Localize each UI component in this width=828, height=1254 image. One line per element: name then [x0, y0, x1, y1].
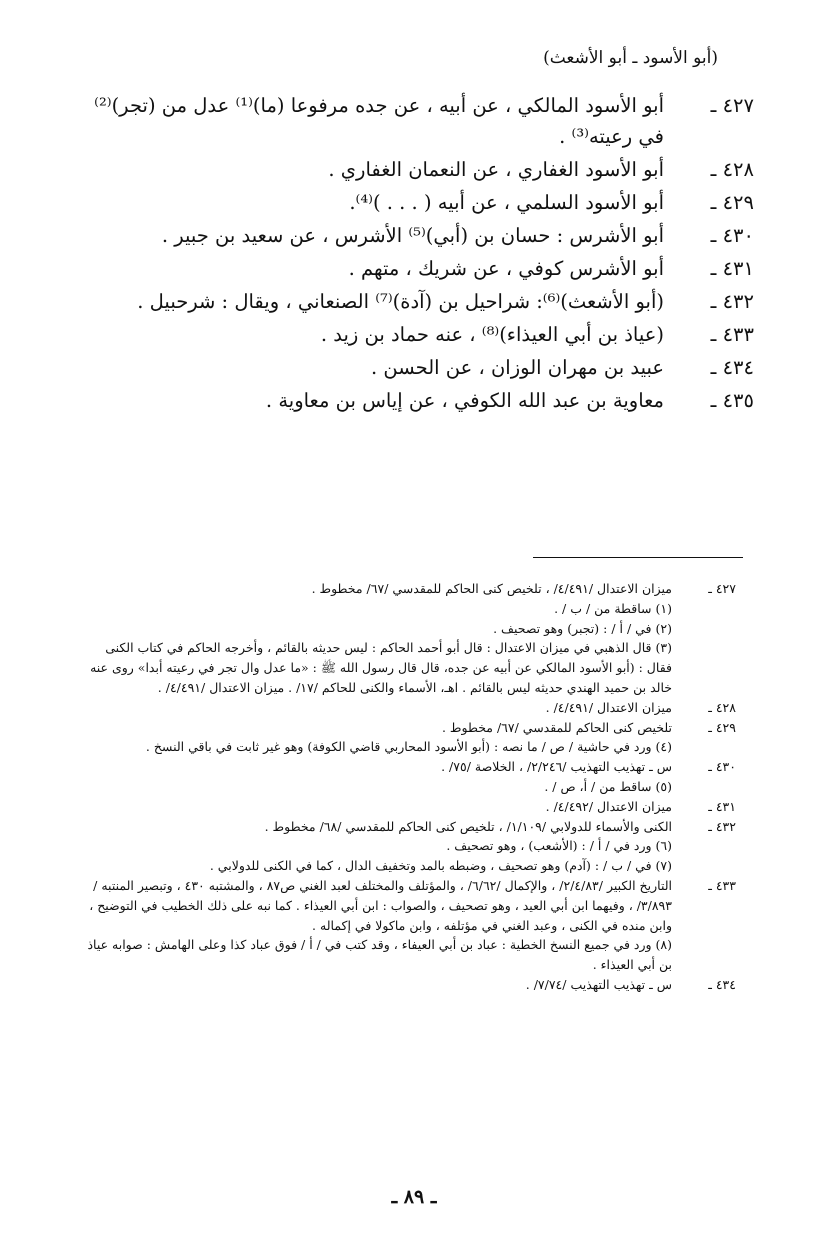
footnote-text: ميزان الاعتدال /٤/٤٩٢/ . [545, 798, 672, 814]
footnote [86, 757, 736, 777]
footnote-number [672, 856, 736, 876]
footnote [86, 737, 736, 757]
footnote-number [672, 777, 736, 797]
footnote-number: ٤٢٧ ـ [708, 581, 736, 596]
entry-number: ٤٣٠ ـ [710, 224, 754, 247]
footnote-number: ٤٣٣ ـ [708, 877, 736, 893]
footnote-text: (٣) قال الذهبي في ميزان الاعتدال : قال أبو أحمد الحاكم : ليس حديثه بالقائم ، وأخرجه الحاكم في كتاب الكنى فقال : (أبو الأسود المالكي عن أبيه عن جده، قال قال رسول الله ﷺ : «ما عدل وال تجر في رعيته أبدا» روى عنه خالد بن حميد الهندي حديثه ليس بالقائم . اهـ، الأسماء والكنى للحاكم /١٧/ . ميزان الاعتدال /٤/٤٩١/ . [90, 640, 672, 695]
footnote [86, 619, 736, 639]
footnote [86, 599, 736, 619]
footnote [86, 698, 736, 718]
entries-list [94, 90, 754, 418]
footnote [86, 836, 736, 856]
footnote-number: ٤٣٢ ـ [708, 818, 736, 834]
entry-number: ٤٣٥ ـ [710, 389, 754, 412]
entry-number: ٤٢٧ ـ [710, 94, 754, 117]
footnote-text: (٤) ورد في حاشية / ص / ما نصه : (أبو الأسود المحاربي قاضي الكوفة) وهو غير ثابت في باقي النسخ . [145, 739, 672, 755]
footnote [86, 876, 736, 935]
footnote [86, 718, 736, 738]
footnote-text: ميزان الاعتدال /٤/٤٩١/ . [545, 699, 672, 715]
entry-text: أبو الأسود المالكي ، عن أبيه ، عن جده مرفوعا (ما)⁽¹⁾ عدل من (تجر)⁽²⁾ في رعيته⁽³⁾ . [94, 94, 664, 148]
footnote-number: ٤٣٤ ـ [708, 976, 736, 992]
footnote-text: س ـ تهذيب التهذيب /٧/٧٤/ . [525, 976, 672, 992]
entry [94, 253, 754, 284]
footnote-number [672, 619, 736, 639]
entry-text: عبيد بن مهران الوزان ، عن الحسن . [371, 356, 664, 379]
entry-number: ٤٢٩ ـ [710, 191, 754, 214]
footnote-number [672, 599, 736, 619]
entry-text: أبو الأسود السلمي ، عن أبيه ( . . . )⁽⁴⁾. [349, 191, 664, 214]
running-header: (أبو الأسود ـ أبو الأشعث) [543, 48, 718, 68]
footnote-separator [533, 557, 743, 558]
footnote-text: الكنى والأسماء للدولابي /١/١٠٩/ ، تلخيص كنى الحاكم للمقدسي /٦٨/ مخطوط . [264, 818, 672, 834]
footnote-number: ٤٢٨ ـ [708, 699, 736, 715]
entry [94, 352, 754, 383]
entry-text: أبو الأشرس : حسان بن (أبي)⁽⁵⁾ الأشرس ، عن سعيد بن جبير . [161, 224, 664, 247]
entry-text: معاوية بن عبد الله الكوفي ، عن إياس بن معاوية . [265, 389, 664, 412]
footnote-text: (٢) في / أ / : (تجبر) وهو تصحيف . [493, 620, 672, 636]
footnote [86, 817, 736, 837]
footnote-text: (٨) ورد في جميع النسخ الخطية : عباد بن أبي العيفاء ، وقد كتب في / أ / فوق عباد كذا وعلى الهامش : صوابه عياذ بن أبي العيذاء . [87, 937, 672, 973]
footnote-number: ٤٣١ ـ [708, 798, 736, 814]
footnote-number [672, 836, 736, 856]
footnote-number [672, 935, 736, 975]
footnote [86, 638, 736, 697]
footnotes [86, 579, 736, 995]
footnote-number [672, 737, 736, 757]
footnote [86, 579, 736, 599]
footnote-text: التاريخ الكبير /٢/٤/٨٣/ ، والإكمال /٦/٦٢/ ، والمؤتلف والمختلف لعبد الغني ص٨٧ ، والمشتبه ٤٣٠ ، وتبصير المنتبه /٣/٨٩٣/ ، وفيهما ابن أبي العيد ، وهو تصحيف ، والصواب : ابن أبي العيذاء . كما نبه على ذلك الخطيب في التوضيح ، وابن منده في الكنى ، وعبد الغني في مؤتلفه ، وابن ماكولا في إكماله . [89, 877, 672, 933]
entry [94, 286, 754, 317]
entry-number: ٤٢٨ ـ [710, 158, 754, 181]
footnote-number [672, 638, 736, 697]
entry-text: (أبو الأشعث)⁽⁶⁾: شراحيل بن (آدة)⁽⁷⁾ الصنعاني ، ويقال : شرحبيل . [137, 290, 664, 313]
footnote-number: ٤٢٩ ـ [708, 719, 736, 735]
entry [94, 385, 754, 416]
entry [94, 220, 754, 251]
entry-number: ٤٣١ ـ [710, 257, 754, 280]
entry-text: أبو الأسود الغفاري ، عن النعمان الغفاري . [328, 158, 664, 181]
footnote-text: س ـ تهذيب التهذيب /٢/٢٤٦/ ، الخلاصة /٧٥/ . [441, 759, 672, 775]
footnote-number: ٤٣٠ ـ [708, 759, 736, 775]
entry [94, 319, 754, 350]
footnote [86, 797, 736, 817]
footnote-text: ميزان الاعتدال /٤/٤٩١/ ، تلخيص كنى الحاكم للمقدسي /٦٧/ مخطوط . [311, 581, 672, 596]
footnote [86, 856, 736, 876]
footnote-text: تلخيص كنى الحاكم للمقدسي /٦٧/ مخطوط . [441, 719, 672, 735]
footnote-text: (٥) ساقط من / أ، ص / . [544, 778, 672, 794]
entry-text: أبو الأشرس كوفي ، عن شريك ، متهم . [348, 257, 664, 280]
footnote-text: (١) ساقطة من / ب / . [554, 600, 672, 616]
entry-text: (عياذ بن أبي العيذاء)⁽⁸⁾ ، عنه حماد بن زيد . [320, 323, 664, 346]
entry [94, 154, 754, 185]
footnote-text: (٧) في / ب / : (آدم) وهو تصحيف ، وضبطه بالمد وتخفيف الدال ، كما في الكنى للدولابي . [209, 858, 672, 874]
entry [94, 187, 754, 218]
entry-number: ٤٣٢ ـ [710, 290, 754, 313]
entry [94, 90, 754, 152]
footnote [86, 777, 736, 797]
entry-number: ٤٣٣ ـ [710, 323, 754, 346]
footnote [86, 935, 736, 975]
footnote [86, 975, 736, 995]
entry-number: ٤٣٤ ـ [710, 356, 754, 379]
footnote-text: (٦) ورد في / أ / : (الأشعب) ، وهو تصحيف . [446, 838, 672, 854]
page-number: ـ ٨٩ ـ [391, 1186, 437, 1208]
